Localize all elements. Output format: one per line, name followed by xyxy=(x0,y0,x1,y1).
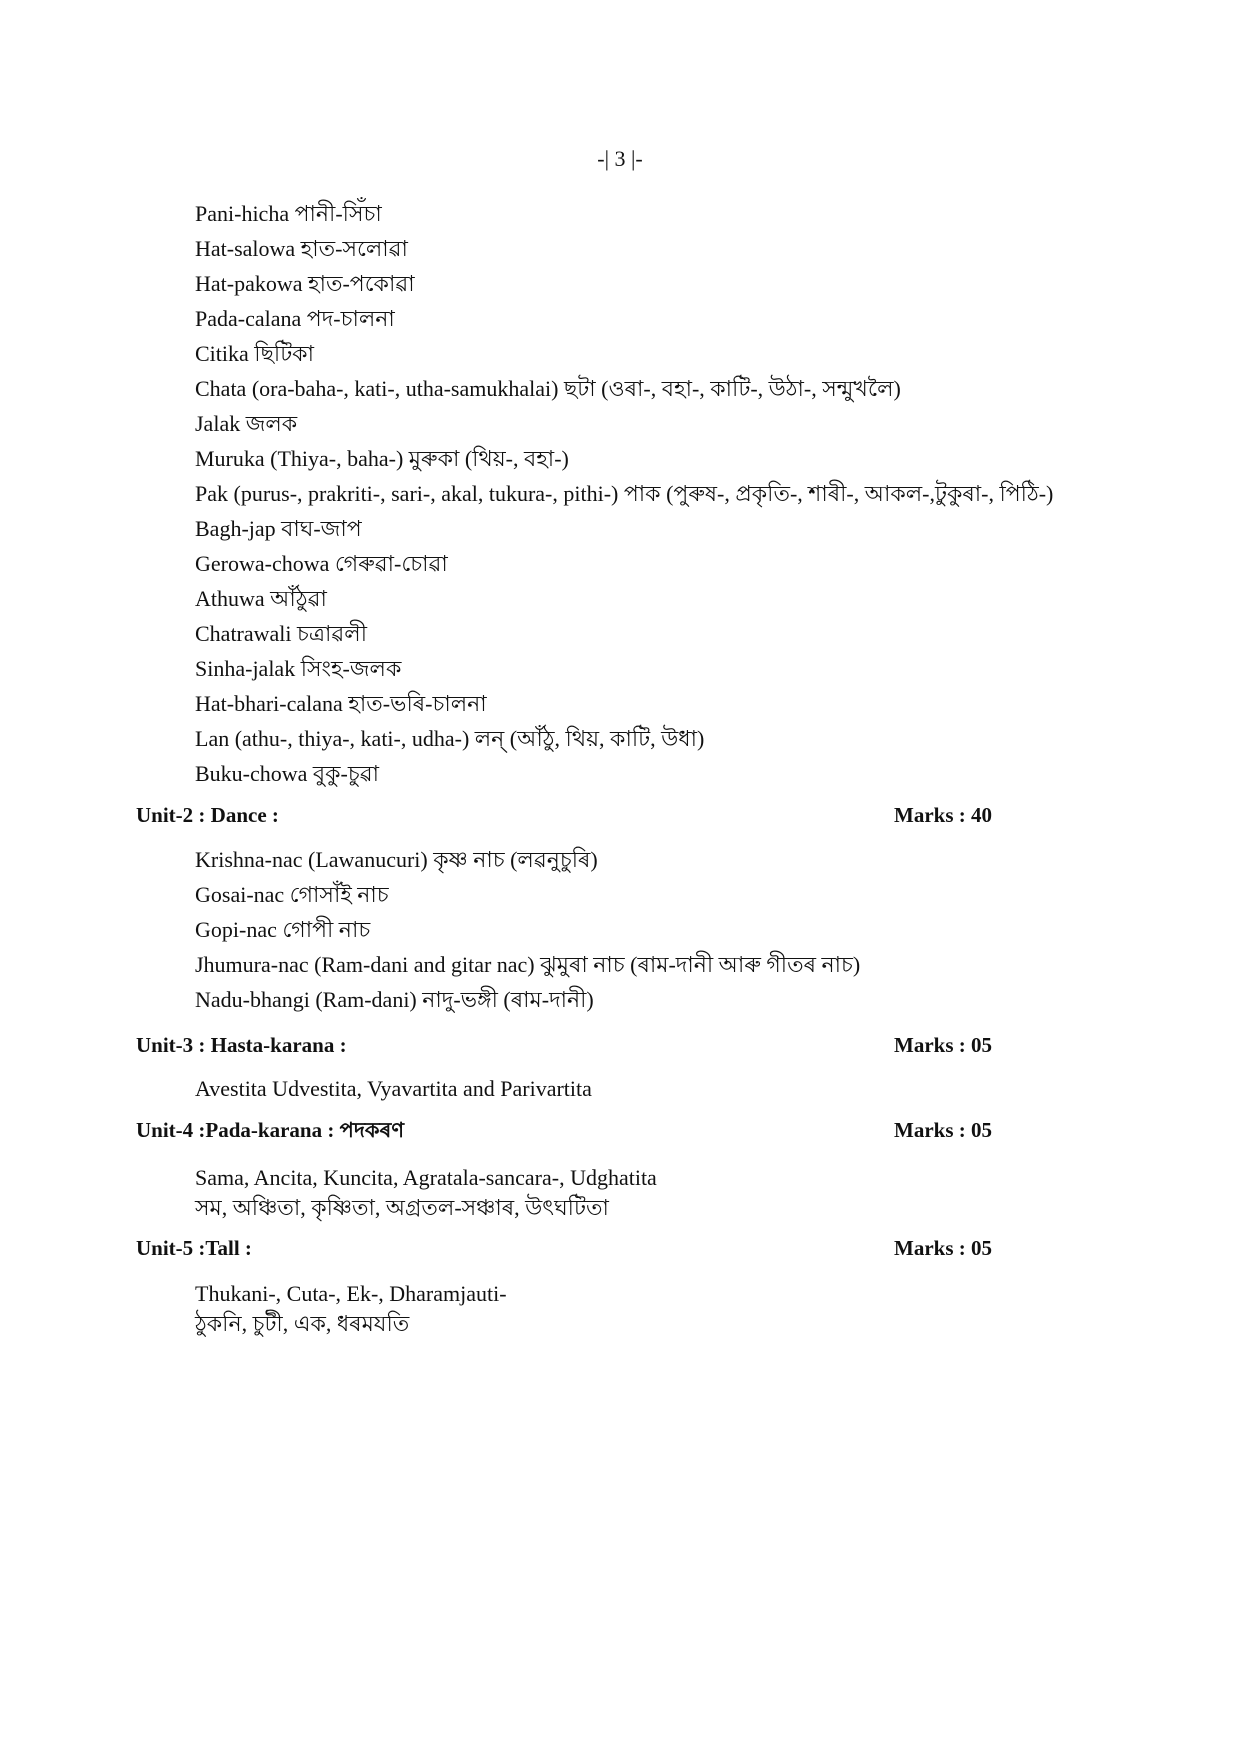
list-item: Krishna-nac (Lawanucuri) কৃষ্ণ নাচ (লৱনুচুৰি) xyxy=(195,847,598,872)
unit-title: Unit-4 :Pada-karana : পদকৰণ xyxy=(136,1118,405,1142)
unit-marks: Marks : 05 xyxy=(894,1236,992,1260)
unit-marks: Marks : 40 xyxy=(894,803,992,827)
intro-list xyxy=(195,196,1053,791)
list-item: Citika ছিটিকা xyxy=(195,341,314,366)
list-item: Lan (athu-, thiya-, kati-, udha-) লন্ (আঁঠু, থিয়, কাটি, উধা) xyxy=(195,726,705,751)
list-item: Pak (purus-, prakriti-, sari-, akal, tukura-, pithi-) পাক (পুৰুষ-, প্ৰকৃতি-, শাৰী-, আকল-,টুকুৰা-, পিঠি-) xyxy=(195,481,1054,506)
list-item: Chata (ora-baha-, kati-, utha-samukhalai) ছটা (ওৰা-, বহা-, কাটি-, উঠা-, সন্মুখলৈ) xyxy=(195,376,901,401)
unit-marks: Marks : 05 xyxy=(894,1118,992,1142)
list-item: Bagh-jap বাঘ-জাপ xyxy=(195,516,362,541)
list-item: Jalak জলক xyxy=(195,411,298,436)
list-item: ঠুকনি, চুটী, এক, ধৰমযতি xyxy=(195,1311,410,1336)
page-number: -| 3 |- xyxy=(597,146,643,171)
list-item: Hat-pakowa হাত-পকোৱা xyxy=(195,271,415,296)
list-item: Chatrawali চত্ৰাৱলী xyxy=(195,621,367,646)
unit-title: Unit-3 : Hasta-karana : xyxy=(136,1033,347,1057)
list-item: Pani-hicha পানী-সিঁচা xyxy=(195,201,382,226)
unit-3-items xyxy=(195,1071,592,1106)
list-item: Gopi-nac গোপী নাচ xyxy=(195,917,371,942)
list-item: Gosai-nac গোসাঁই নাচ xyxy=(195,882,389,907)
unit-2-heading xyxy=(136,800,992,830)
list-item: Athuwa আঁঠুৱা xyxy=(195,586,327,611)
list-item: Thukani-, Cuta-, Ek-, Dharamjauti- xyxy=(195,1281,507,1306)
list-item: Avestita Udvestita, Vyavartita and Parivartita xyxy=(195,1076,592,1101)
unit-5-items xyxy=(195,1279,507,1339)
list-item: Sama, Ancita, Kuncita, Agratala-sancara-, Udghatita xyxy=(195,1165,657,1190)
unit-4-heading xyxy=(136,1115,992,1145)
unit-5-heading xyxy=(136,1233,992,1263)
list-item: Jhumura-nac (Ram-dani and gitar nac) ঝুমুৰা নাচ (ৰাম-দানী আৰু গীতৰ নাচ) xyxy=(195,952,861,977)
unit-title: Unit-2 : Dance : xyxy=(136,803,279,827)
unit-3-heading xyxy=(136,1030,992,1060)
list-item: Gerowa-chowa গেৰুৱা-চোৱা xyxy=(195,551,448,576)
list-item: সম, অঞ্চিতা, কৃষ্ণিতা, অগ্ৰতল-সঞ্চাৰ, উৎঘটিতা xyxy=(195,1195,609,1220)
list-item: Nadu-bhangi (Ram-dani) নাদু-ভঙ্গী (ৰাম-দানী) xyxy=(195,987,594,1012)
unit-2-items xyxy=(195,842,860,1017)
unit-title: Unit-5 :Tall : xyxy=(136,1236,252,1260)
list-item: Hat-bhari-calana হাত-ভৰি-চালনা xyxy=(195,691,487,716)
list-item: Sinha-jalak সিংহ-জলক xyxy=(195,656,402,681)
list-item: Muruka (Thiya-, baha-) মুৰুকা (থিয়-, বহা-) xyxy=(195,446,569,471)
list-item: Buku-chowa বুকু-চুৱা xyxy=(195,761,380,786)
list-item: Hat-salowa হাত-সলোৱা xyxy=(195,236,408,261)
unit-4-items xyxy=(195,1163,657,1223)
list-item: Pada-calana পদ-চালনা xyxy=(195,306,395,331)
unit-marks: Marks : 05 xyxy=(894,1033,992,1057)
